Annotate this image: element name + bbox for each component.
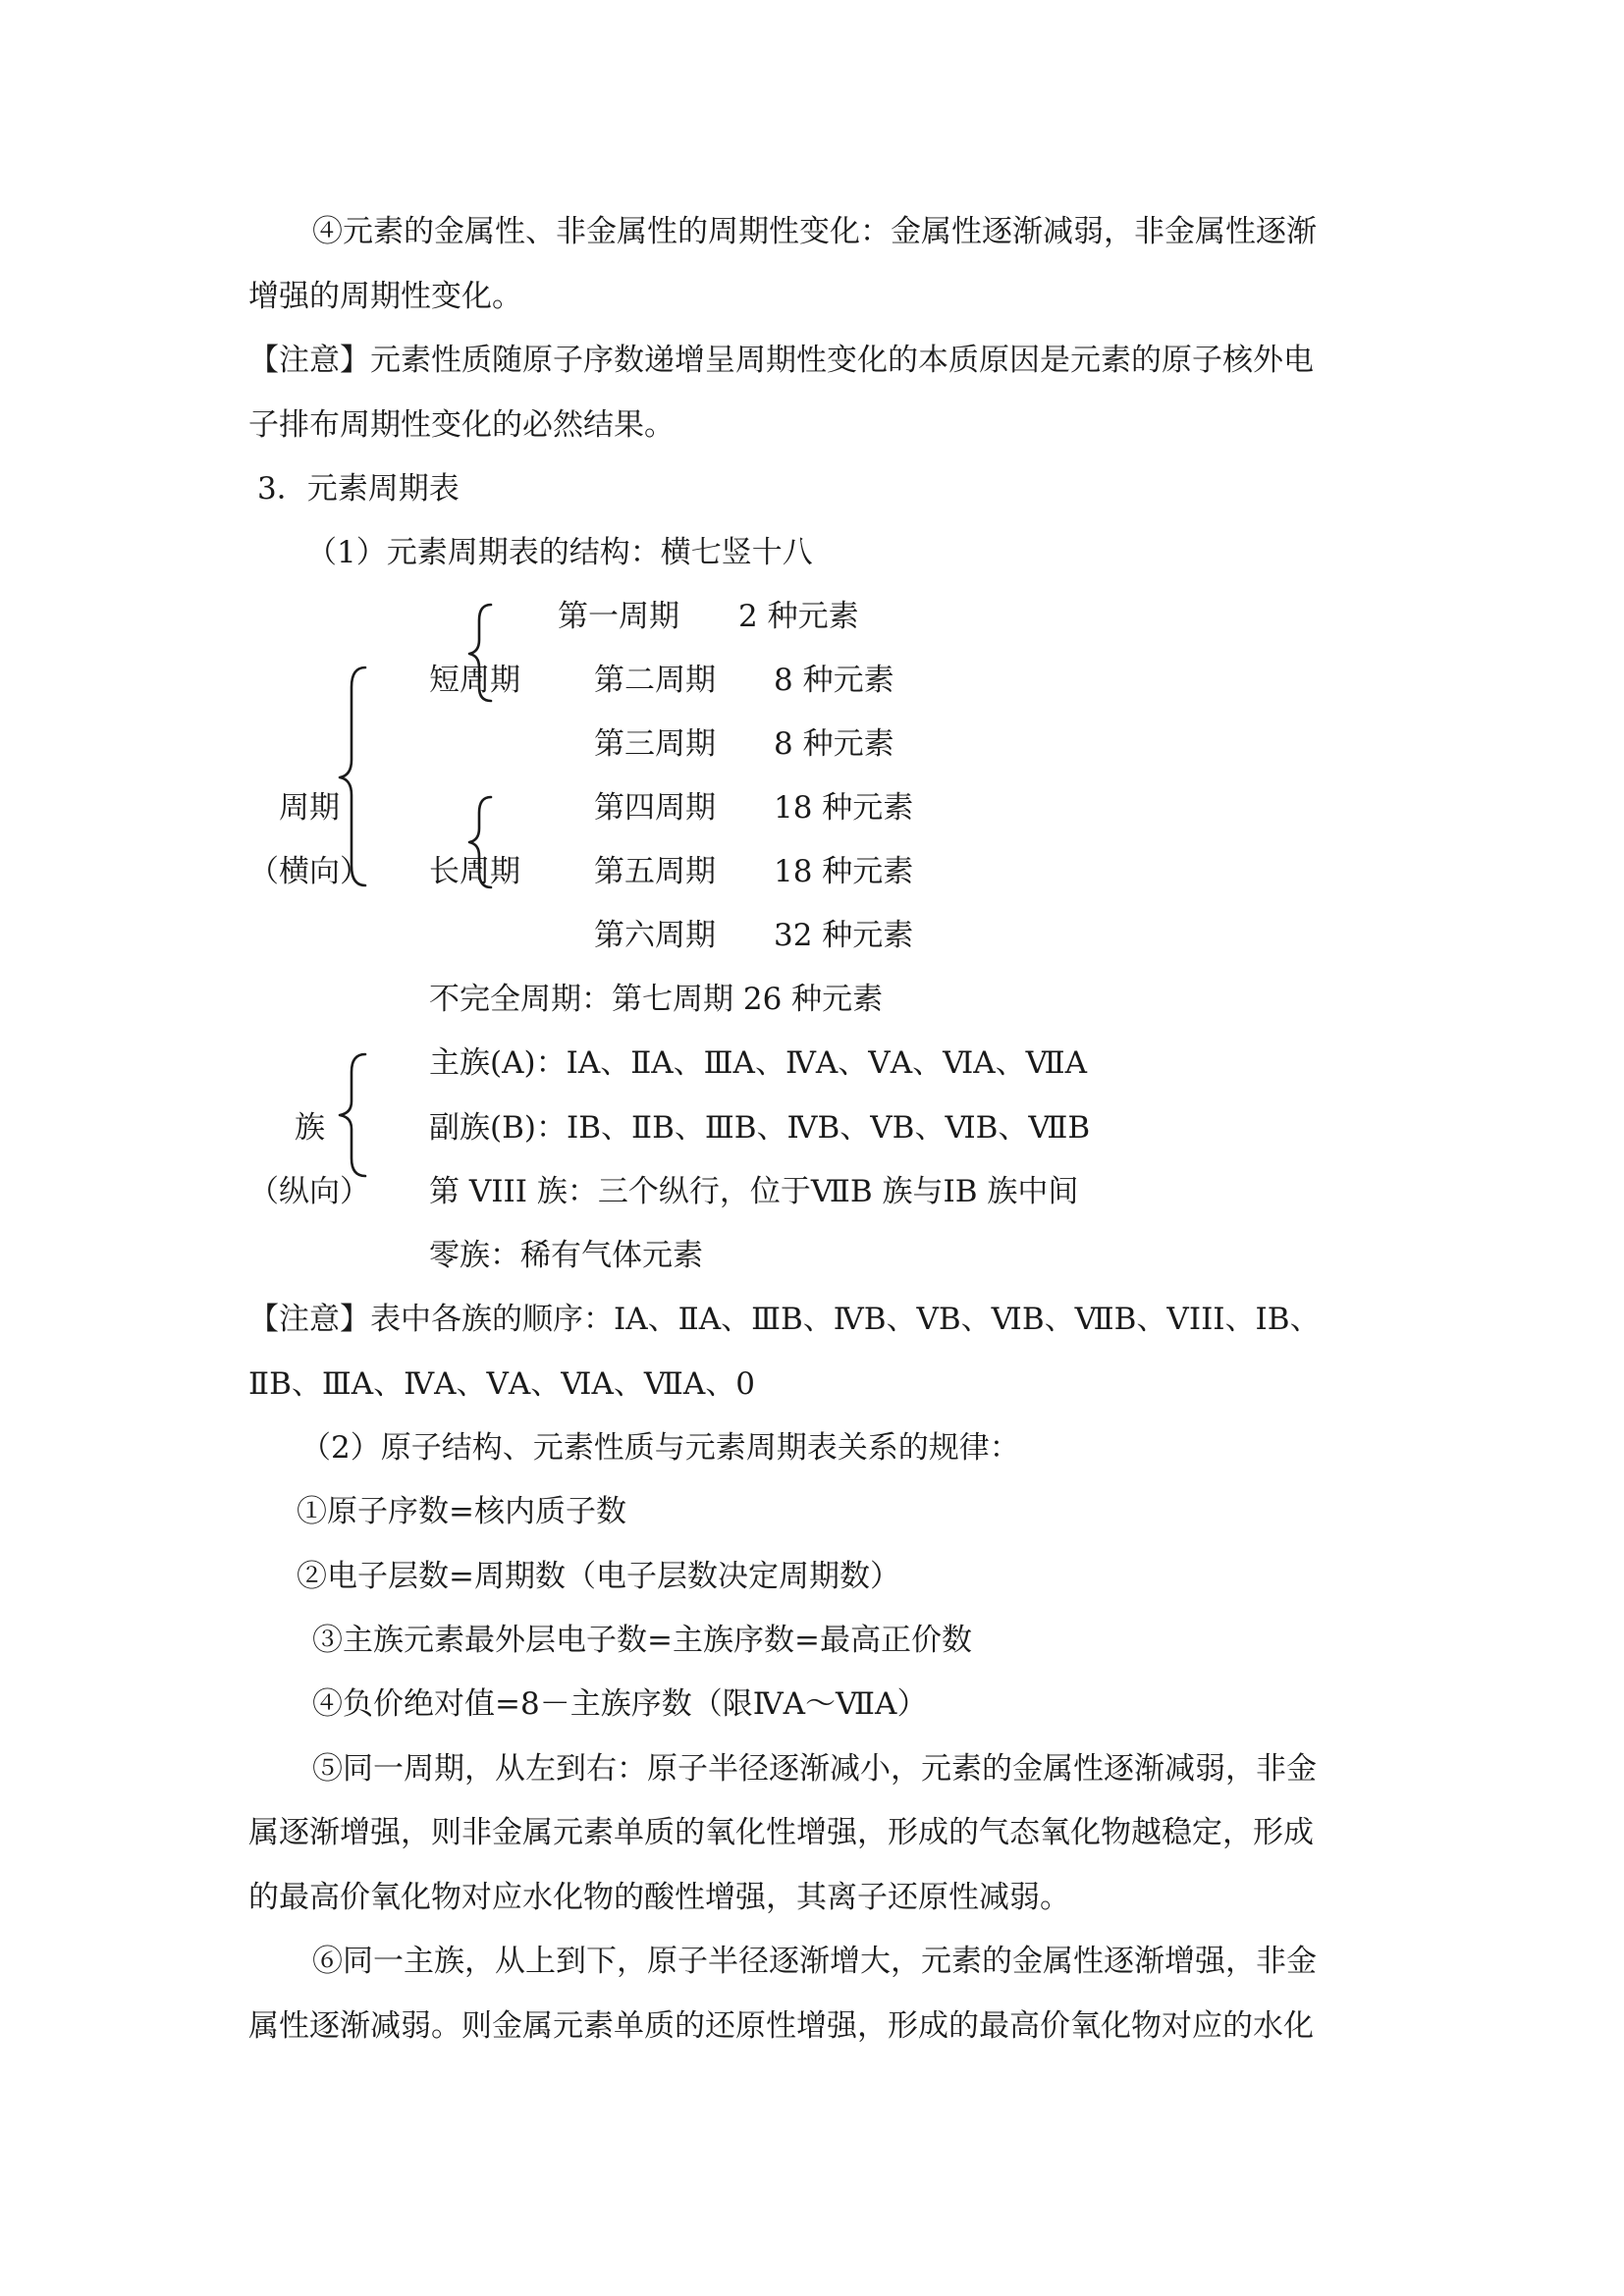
paragraph-line: ④元素的金属性、非金属性的周期性变化：金属性逐渐减弱，非金属性逐渐 xyxy=(312,214,1317,249)
paragraph-line: 增强的周期性变化。 xyxy=(248,279,522,314)
period-name: 第三周期 xyxy=(594,726,716,762)
note-line: 【注意】表中各族的顺序：ⅠA、ⅡA、ⅢB、ⅣB、ⅤB、ⅥB、ⅦB、VIII、ⅠB、 xyxy=(248,1302,1321,1337)
rule-line: 属性逐渐减弱。则金属元素单质的还原性增强，形成的最高价氧化物对应的水化 xyxy=(248,2008,1314,2044)
rule-line: ⑤同一周期，从左到右：原子半径逐渐减小，元素的金属性逐渐减弱，非金 xyxy=(312,1751,1317,1787)
long-period-label: 长周期 xyxy=(429,854,520,889)
main-group: 主族(A)：ⅠA、ⅡA、ⅢA、ⅣA、ⅤA、ⅥA、ⅦA xyxy=(429,1045,1088,1081)
group-label-direction: （纵向） xyxy=(248,1174,370,1209)
period-name: 第一周期 xyxy=(558,599,679,634)
period-label: 周期 xyxy=(279,790,340,826)
note-line: 【注意】元素性质随原子序数递增呈周期性变化的本质原因是元素的原子核外电 xyxy=(248,343,1314,378)
period-count: 8 种元素 xyxy=(774,663,894,698)
period-count: 18 种元素 xyxy=(774,854,914,889)
period-name: 第五周期 xyxy=(594,854,716,889)
period-count: 8 种元素 xyxy=(774,726,894,762)
short-period-label: 短周期 xyxy=(429,663,520,698)
period-count: 32 种元素 xyxy=(774,918,914,953)
group-brace xyxy=(334,1050,373,1182)
zero-group: 零族：稀有气体元素 xyxy=(429,1238,703,1273)
section-heading: 3．元素周期表 xyxy=(257,471,460,507)
subsection-heading: （2）原子结构、元素性质与元素周期表关系的规律： xyxy=(300,1430,1020,1466)
period-name: 第六周期 xyxy=(594,918,716,953)
rule-line: ①原子序数=核内质子数 xyxy=(297,1494,626,1529)
note-line: ⅡB、ⅢA、ⅣA、ⅤA、ⅥA、ⅦA、0 xyxy=(248,1366,755,1402)
group-label: 族 xyxy=(295,1110,325,1146)
period-name: 第二周期 xyxy=(594,663,716,698)
rule-line: 属逐渐增强，则非金属元素单质的氧化性增强，形成的气态氧化物越稳定，形成 xyxy=(248,1815,1314,1850)
rule-line: ⑥同一主族，从上到下，原子半径逐渐增大，元素的金属性逐渐增强，非金 xyxy=(312,1944,1317,1979)
group-viii: 第 VIII 族：三个纵行，位于ⅦB 族与ⅠB 族中间 xyxy=(429,1174,1079,1209)
note-line: 子排布周期性变化的必然结果。 xyxy=(248,407,675,443)
rule-line: 的最高价氧化物对应水化物的酸性增强，其离子还原性减弱。 xyxy=(248,1880,1070,1915)
period-count: 2 种元素 xyxy=(738,599,859,634)
sub-group: 副族(B)：ⅠB、ⅡB、ⅢB、ⅣB、ⅤB、ⅥB、ⅦB xyxy=(429,1110,1091,1146)
period-label-direction: （横向） xyxy=(248,854,370,889)
period-count: 18 种元素 xyxy=(774,790,914,826)
incomplete-period: 不完全周期：第七周期 26 种元素 xyxy=(429,982,884,1017)
rule-line: ④负价绝对值=8－主族序数（限ⅣA～ⅦA） xyxy=(312,1686,928,1722)
period-name: 第四周期 xyxy=(594,790,716,826)
rule-line: ③主族元素最外层电子数=主族序数=最高正价数 xyxy=(312,1623,972,1658)
rule-line: ②电子层数=周期数（电子层数决定周期数） xyxy=(297,1559,900,1594)
subsection-heading: （1）元素周期表的结构：横七竖十八 xyxy=(306,535,813,570)
